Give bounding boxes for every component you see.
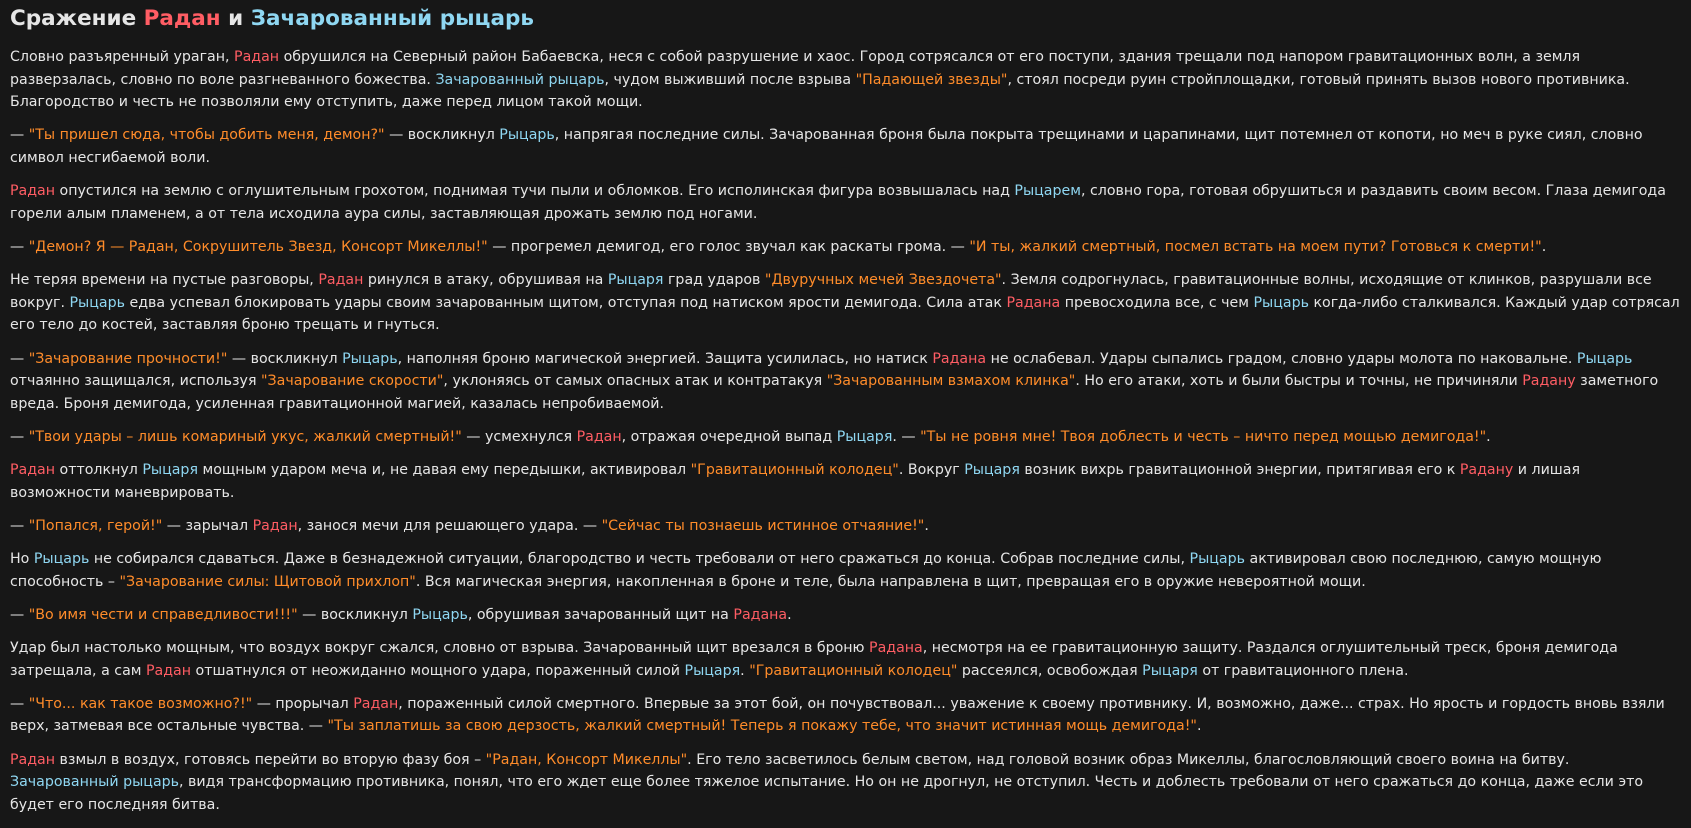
text-segment: . <box>787 606 792 623</box>
quoted-phrase: "Во имя чести и справедливости!!!" <box>28 606 298 623</box>
text-segment: не собирался сдаваться. Даже в безнадежной ситуации, благородство и честь требовали от него сражаться до конца. Собрав последние силы, <box>89 551 1190 568</box>
story-title <box>10 3 1681 35</box>
quoted-phrase: "Двуручных мечей Звездочета" <box>764 272 1002 289</box>
quoted-phrase: "Ты не ровня мне! Твоя доблесть и честь – ничто перед мощью демигода!" <box>920 428 1487 445</box>
text-segment: — прогремел демигод, его голос звучал как раскаты грома. — <box>487 238 970 255</box>
text-segment: взмыл в воздух, готовясь перейти во вторую фазу боя – <box>55 751 486 768</box>
text-segment: Не теряя времени на пустые разговоры, <box>10 272 319 289</box>
text-segment: Удар был настолько мощным, что воздух вокруг сжался, словно от взрыва. Зачарованный щит врезался в броню <box>10 640 870 656</box>
quoted-phrase: "Что... как такое возможно?!" <box>28 695 253 712</box>
text-segment: опустился на землю с оглушительным грохотом, поднимая тучи пыли и обломков. Его исполинская фигура возвышалась над <box>55 183 1015 200</box>
quoted-phrase: "Ты пришел сюда, чтобы добить меня, демон?" <box>28 127 385 144</box>
knight-name: Рыцаря <box>1142 662 1198 679</box>
quoted-phrase: "Зачарование прочности!" <box>28 350 228 367</box>
text-segment: . <box>1486 428 1491 445</box>
radan-name: Радану <box>1522 373 1576 390</box>
radan-name: Радан <box>10 462 56 479</box>
quoted-phrase: "Гравитационный колодец" <box>690 462 899 479</box>
story-paragraph <box>10 693 1681 738</box>
text-segment: — <box>10 695 29 712</box>
radan-name: Радана <box>932 350 987 367</box>
text-segment: , занося мечи для решающего удара. — <box>297 517 602 534</box>
text-segment: едва успевал блокировать удары своим зачарованным щитом, отступая под натиском ярости демигода. Сила атак <box>124 294 1007 311</box>
text-segment: Но <box>10 551 34 568</box>
text-segment: , стоял посреди руин стройплощадки, готовый принять вызов нового противника. Благородство и честь не позволяли ему отступить, даже перед лицом такой мощи. <box>10 71 1630 111</box>
text-segment: . Но его атаки, хоть и были быстры и точны, не причиняли <box>1075 373 1523 390</box>
quoted-phrase: "Сейчас ты познаешь истинное отчаяние!" <box>601 517 925 534</box>
quoted-phrase: "Попался, герой!" <box>28 517 163 534</box>
story-paragraph <box>10 180 1681 225</box>
text-segment: . <box>740 662 750 679</box>
text-segment: возник вихрь гравитационной энергии, притягивая его к <box>1019 462 1460 479</box>
text-segment: Словно разъяренный ураган, <box>10 49 235 65</box>
text-segment: — <box>10 350 29 367</box>
knight-name: Рыцаря <box>684 662 741 679</box>
text-segment: — зарычал <box>162 517 253 534</box>
quoted-phrase: "Радан, Консорт Микеллы" <box>485 751 688 768</box>
quoted-phrase: "Зачарование силы: Щитовой прихлоп" <box>119 573 416 590</box>
radan-name: Радан <box>146 662 192 679</box>
radan-name: Радан <box>234 49 280 65</box>
knight-name: Рыцаря <box>836 428 893 445</box>
knight-name: Рыцарь <box>33 551 90 568</box>
text-segment: отчаянно защищался, используя <box>10 373 261 390</box>
story-paragraph <box>10 269 1681 337</box>
knight-name: Рыцарь <box>1576 350 1633 367</box>
story-paragraph <box>10 459 1681 504</box>
text-segment: от гравитационного плена. <box>1197 662 1409 679</box>
text-segment: обрушился на Северный район Бабаевска, неся с собой разрушение и хаос. Город сотрясался от его поступи, здания трещали под напором гравитационных волн, а земля разверзалась, словно по воле разгневанного божества. <box>10 49 1581 88</box>
text-segment: мощным ударом меча и, не давая ему передышки, активировал <box>197 462 691 479</box>
quoted-phrase: "Твои удары – лишь комариный укус, жалкий смертный!" <box>28 428 462 445</box>
radan-name: Радан <box>353 695 399 712</box>
story-paragraph <box>10 348 1681 416</box>
text-segment: рассеялся, освобождая <box>957 662 1143 679</box>
text-segment: Сражение <box>10 6 144 31</box>
quoted-phrase: "Ты заплатишь за свою дерзость, жалкий смертный! Теперь я покажу тебе, что значит истинная мощь демигода!" <box>327 718 1197 735</box>
text-segment: заметного вреда. Броня демигода, усиленная гравитационной магией, казалась непробиваемой. <box>10 373 1659 412</box>
radan-name: Радан <box>576 428 622 445</box>
radan-name: Радану <box>1459 462 1514 479</box>
knight-name: Рыцаря <box>607 272 664 289</box>
knight-name: Рыцарь <box>499 127 555 144</box>
radan-name: Радан <box>252 517 298 534</box>
text-segment: и <box>220 6 251 31</box>
text-segment: не ослабевал. Удары сыпались градом, словно удары молота по наковальне. <box>986 350 1577 367</box>
text-segment: . — <box>892 428 921 445</box>
quoted-phrase: "Зачарование скорости" <box>261 373 444 390</box>
quoted-phrase: "Гравитационный колодец" <box>749 662 958 679</box>
knight-name: Зачарованный рыцарь <box>10 774 180 791</box>
text-segment: , обрушивая зачарованный щит на <box>467 606 734 623</box>
knight-name: Рыцарь <box>342 350 398 367</box>
text-segment: превосходила все, с чем <box>1060 294 1254 311</box>
quoted-phrase: "И ты, жалкий смертный, посмел встать на моем пути? Готовься к смерти!" <box>969 238 1542 255</box>
knight-name: Рыцаря <box>964 462 1020 479</box>
story-paragraph <box>10 46 1681 114</box>
text-segment: и лишая возможности маневрировать. <box>10 462 1581 501</box>
radan-name: Радана <box>869 640 923 656</box>
text-segment: — воскликнул <box>297 606 413 623</box>
knight-name: Рыцарь <box>1189 551 1245 568</box>
text-segment: , уклоняясь от самых опасных атак и контратакуя <box>443 373 827 390</box>
text-segment: — <box>10 517 29 534</box>
radan-name: Радана <box>733 606 788 623</box>
text-segment: , наполняя броню магической энергией. Защита усилилась, но натиск <box>397 350 933 367</box>
text-segment: ринулся в атаку, обрушивая на <box>363 272 608 289</box>
text-segment: — <box>10 606 29 623</box>
knight-name: Зачарованный рыцарь <box>435 71 605 88</box>
text-segment: , чудом выживший после взрыва <box>604 71 856 88</box>
text-segment: — <box>10 238 29 255</box>
text-segment: , видя трансформацию противника, понял, что его ждет еще более тяжелое испытание. Но он не дрогнул, не отступил. Честь и доблесть требовали от него сражаться до конца, даже если это будет его последняя битва. <box>10 774 1644 813</box>
text-segment: град ударов <box>663 272 765 289</box>
knight-name: Рыцаря <box>142 462 198 479</box>
text-segment: когда-либо сталкивался. Каждый удар сотрясал его тело до костей, заставляя броню трещать и гнуться. <box>10 294 1680 334</box>
knight-name: Рыцарь <box>412 606 468 623</box>
radan-name: Радана <box>1006 294 1061 311</box>
knight-name: Рыцарь <box>1253 294 1309 311</box>
text-segment: — <box>10 428 29 445</box>
text-segment: , словно гора, готовая обрушиться и раздавить своим весом. Глаза демигода горели алым пламенем, а от тела исходила аура силы, заставляющая дрожать землю под ногами. <box>10 183 1666 222</box>
text-segment: — воскликнул <box>384 127 500 144</box>
text-segment: . Вокруг <box>898 462 965 479</box>
story-paragraph <box>10 548 1681 593</box>
story-paragraph <box>10 637 1681 682</box>
text-segment: отшатнулся от неожиданно мощного удара, пораженный силой <box>191 662 685 679</box>
text-segment: оттолкнул <box>55 462 143 479</box>
text-segment: — усмехнулся <box>461 428 577 445</box>
text-segment: — <box>10 127 29 144</box>
text-segment: . <box>1541 238 1547 255</box>
text-segment: — прорычал <box>252 695 354 712</box>
knight-name: Зачарованный рыцарь <box>250 6 534 31</box>
text-segment: , напрягая последние силы. Зачарованная броня была покрыта трещинами и царапинами, щит потемнел от копоти, но меч в руке сиял, словно символ несгибаемой воли. <box>10 127 1643 166</box>
text-segment: , несмотря на ее гравитационную защиту. Раздался оглушительный треск, броня демигода затрещала, а сам <box>10 640 1618 679</box>
text-segment: активировал свою последнюю, самую мощную способность – <box>10 551 1602 590</box>
story-body <box>10 46 1681 816</box>
radan-name: Радан <box>10 183 56 200</box>
knight-name: Рыцарь <box>69 294 125 311</box>
radan-name: Радан <box>10 751 56 768</box>
story-paragraph <box>10 426 1681 449</box>
text-segment: . Земля содрогнулась, гравитационные волны, исходящие от клинков, разрушали все вокруг. <box>10 272 1652 311</box>
quoted-phrase: "Падающей звезды" <box>855 71 1008 88</box>
story-paragraph <box>10 236 1681 259</box>
text-segment: . <box>1196 718 1202 735</box>
quoted-phrase: "Зачарованным взмахом клинка" <box>826 373 1076 390</box>
text-segment: . <box>924 517 929 534</box>
text-segment: . Его тело засветилось белым светом, над головой возник образ Микеллы, благословляющий своего воина на битву. <box>687 751 1570 768</box>
text-segment: , отражая очередной выпад <box>621 428 837 445</box>
story-paragraph <box>10 515 1681 538</box>
story-paragraph <box>10 749 1681 817</box>
story-paragraph <box>10 604 1681 627</box>
radan-name: Радан <box>143 6 221 31</box>
radan-name: Радан <box>318 272 364 289</box>
text-segment: , пораженный силой смертного. Впервые за этот бой, он почувствовал... уважение к своему противнику. И, возможно, даже... страх. Но ярость и гордость вновь взяли верх, затмевая все остальные чувства. — <box>10 695 1665 735</box>
text-segment: . Вся магическая энергия, накопленная в броне и теле, была направлена в щит, превращая его в оружие невероятной мощи. <box>415 573 1366 590</box>
knight-name: Рыцарем <box>1014 183 1081 200</box>
text-segment: — воскликнул <box>227 350 343 367</box>
quoted-phrase: "Демон? Я — Радан, Сокрушитель Звезд, Консорт Микеллы!" <box>28 238 488 255</box>
story-paragraph <box>10 124 1681 169</box>
